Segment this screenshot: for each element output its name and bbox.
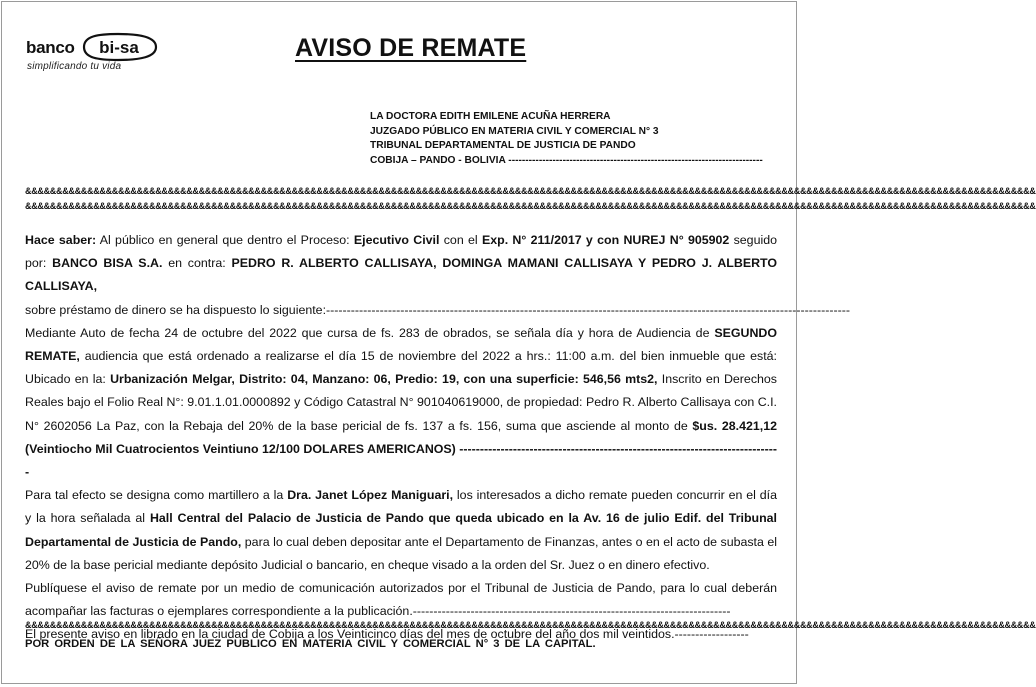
page-title: AVISO DE REMATE	[295, 34, 527, 62]
separator-line: &&&&&&&&&&&&&&&&&&&&&&&&&&&&&&&&&&&&&&&&&&&&&&&&&&&&&&&&&&&&&&&&&&&&&&&&&&&&&&&&&&&&&&&&&&&&&&&&&&&&&&&&&&&&&&&&&&&&&&&&&&&&&&&&&&&&&&&&&&&&&&&&&&&&&&&&&&&&&&&&&&&	[25, 620, 1036, 630]
separator-line: &&&&&&&&&&&&&&&&&&&&&&&&&&&&&&&&&&&&&&&&&&&&&&&&&&&&&&&&&&&&&&&&&&&&&&&&&&&&&&&&&&&&&&&&&&&&&&&&&&&&&&&&&&&&&&&&&&&&&&&&&&&&&&&&&&&&&&&&&&&&&&&&&&&&&&&&&&&&&&&&&&&	[25, 201, 1036, 211]
paragraph-announcement	[25, 229, 851, 322]
bisa-logo-mark	[78, 32, 160, 62]
text-bold: Exp. N° 211/2017 y con NUREJ N° 905902	[481, 233, 730, 247]
text-bold: $us. 28.421,12 (Veintiocho Mil Cuatrocientos Veintiuno 12/100 DOLARES AMERICANOS) ------------------------------------------------------------------------------	[25, 418, 777, 480]
text: sobre préstamo de dinero se ha dispuesto lo siguiente:-------------------------------------------------------------------------------------------------------------------------------	[25, 302, 851, 317]
text: Mediante Auto de fecha 24 de octubre del 2022 que cursa de fs. 283 de obrados, se señala día y hora de Audiencia de	[25, 325, 715, 340]
address-line-city: COBIJA – PANDO - BOLIVIA ---------------------------------------------------------------------------	[370, 154, 763, 166]
text: para lo cual deben depositar ante el Departamento de Finanzas, antes o en el acto de subasta el 20% de la base pericial mediante depósito Judicial o bancario, en cheque visado a la orden del Sr. Juez o en dinero efectivo.	[25, 534, 778, 572]
text: Al público en general que dentro el Proceso:	[96, 233, 354, 247]
text: Para tal efecto se designa como martillero a la	[25, 488, 288, 503]
text-bold: SEGUNDO REMATE,	[25, 325, 777, 364]
address-line-judge: LA DOCTORA EDITH EMILENE ACUÑA HERRERA	[370, 111, 611, 122]
text-bold: Hace saber:	[25, 233, 97, 247]
banco-bisa-logo	[26, 30, 146, 78]
text: Publíquese el aviso de remate por un medio de comunicación autorizados por el Tribunal de Justicia de Pando, para lo cual deberán acompañar las facturas o ejemplares correspondiente a la publicación.-----------------------------------------------------------------------------	[25, 581, 777, 619]
address-line-court: JUZGADO PÚBLICO EN MATERIA CIVIL Y COMERCIAL N° 3	[370, 125, 659, 137]
text: seguido por:	[25, 233, 777, 271]
logo-word-bisa: bi-sa	[99, 38, 139, 57]
text-bold: PEDRO R. ALBERTO CALLISAYA, DOMINGA MAMANI CALLISAYA Y PEDRO J. ALBERTO CALLISAYA,	[25, 256, 778, 294]
separator-line: &&&&&&&&&&&&&&&&&&&&&&&&&&&&&&&&&&&&&&&&&&&&&&&&&&&&&&&&&&&&&&&&&&&&&&&&&&&&&&&&&&&&&&&&&&&&&&&&&&&&&&&&&&&&&&&&&&&&&&&&&&&&&&&&&&&&&&&&&&&&&&&&&&&&&&&&&&&&&&&&&&&	[25, 186, 1036, 196]
logo-word-banco: banco	[26, 38, 75, 57]
text: Inscrito en Derechos Reales bajo el Folio Real N°: 9.01.1.01.0000892 y Código Catastral N° 901040619000, de propiedad: Pedro R. Alberto Callisaya con C.I. N° 2602056 La Paz, con la Rebaja del 20% de la base pericial de fs. 137 a fs. 156, suma que asciende al monto de	[25, 372, 777, 433]
notice-body	[25, 229, 1036, 647]
text: en contra:	[162, 256, 232, 271]
text-bold: Dra. Janet López Maniguari,	[287, 488, 454, 503]
text: con el	[439, 233, 482, 247]
text-bold: BANCO BISA S.A.	[52, 256, 163, 271]
text-bold: Hall Central del Palacio de Justicia de Pando que queda ubicado en la Av. 16 de julio Edif. del Tribunal Departamental de Justicia de Pando,	[25, 511, 777, 549]
text: los interesados a dicho remate pueden concurrir en el día y la hora señalada al	[25, 488, 777, 526]
paragraph-publication	[25, 577, 777, 623]
text: El presente aviso en librado en la ciudad de Cobija a los Veinticinco días del mes de octubre del año dos mil veintidos.------------------	[25, 627, 749, 642]
text-bold: Ejecutivo Civil	[353, 233, 440, 247]
paragraph-auctioneer	[25, 484, 777, 577]
logo-tagline: simplificando tu vida	[27, 61, 122, 72]
paragraph-auction-details	[25, 322, 777, 484]
footer-order: POR ORDEN DE LA SEÑORA JUEZ PUBLICO EN MATERIA CIVIL Y COMERCIAL N° 3 DE LA CAPITAL.	[25, 638, 596, 650]
text: audiencia que está ordenado a realizarse el día 15 de noviembre del 2022 a hrs.: 11:00 a.m. del bien inmueble que está: Ubicado en la:	[25, 349, 777, 387]
text-bold: Urbanización Melgar, Distrito: 04, Manzano: 06, Predio: 19, con una superficie: 546,56 mts2,	[110, 372, 658, 387]
judge-address-block	[370, 110, 775, 168]
address-line-tribunal: TRIBUNAL DEPARTAMENTAL DE JUSTICIA DE PANDO	[370, 140, 636, 151]
